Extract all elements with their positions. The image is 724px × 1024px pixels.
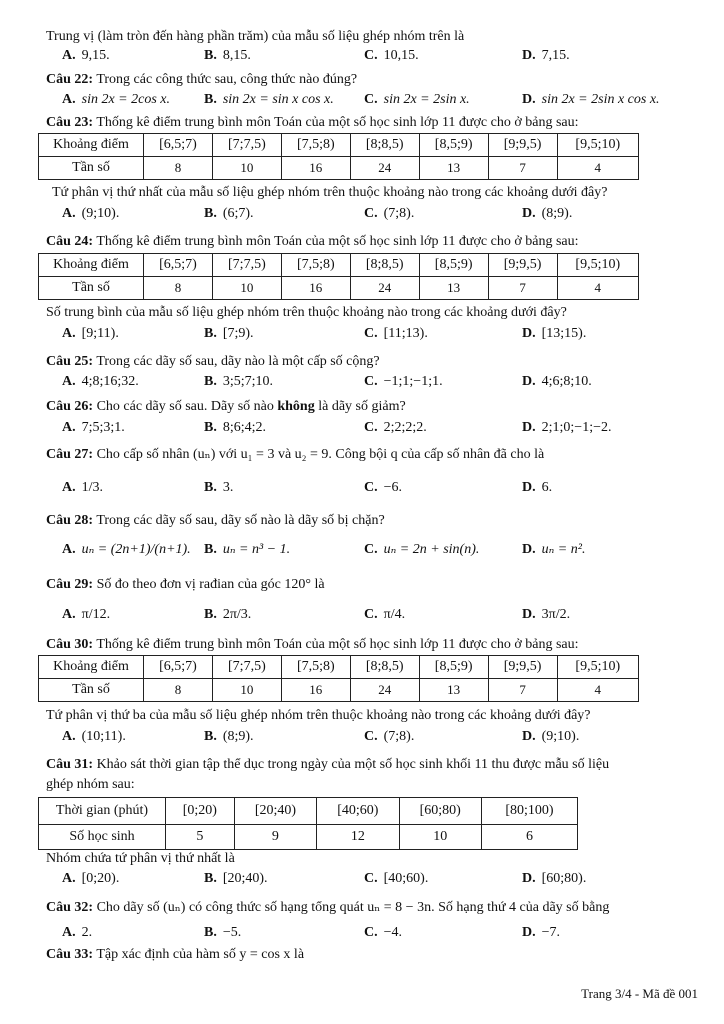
option-a: A. [9;11). bbox=[62, 326, 119, 341]
q23-options bbox=[0, 204, 724, 226]
option-d: D. 3π/2. bbox=[522, 607, 571, 622]
option-c: C. π/4. bbox=[364, 607, 406, 622]
table-row: Khoảng điểm [6,5;7) [7;7,5) [7,5;8) [8;8,5) [8,5;9) [9;9,5) [9,5;10) bbox=[39, 656, 639, 679]
q31-prompt: Nhóm chứa tứ phân vị thứ nhất là bbox=[46, 851, 235, 866]
q24-prompt: Số trung bình của mẫu số liệu ghép nhóm trên thuộc khoảng nào trong các khoảng dưới đây? bbox=[46, 305, 567, 320]
q31-stem-cont: ghép nhóm sau: bbox=[46, 777, 135, 792]
q33-stem: Câu 33: Tập xác định của hàm số y = cos x là bbox=[46, 947, 305, 962]
table-row: Khoảng điểm [6,5;7) [7;7,5) [7,5;8) [8;8,5) [8,5;9) [9;9,5) [9,5;10) bbox=[39, 254, 639, 277]
option-b: B. uₙ = n³ − 1. bbox=[204, 542, 291, 557]
q27-options bbox=[0, 478, 724, 500]
q26-options bbox=[0, 418, 724, 440]
option-d: D. 7,15. bbox=[522, 48, 570, 63]
q30-prompt: Tứ phân vị thứ ba của mẫu số liệu ghép nhóm trên thuộc khoảng nào trong các khoảng dưới đây? bbox=[46, 708, 591, 723]
option-d: D. −7. bbox=[522, 925, 561, 940]
option-d: D. [60;80). bbox=[522, 871, 587, 886]
table-row: Tần số 8 10 16 24 13 7 4 bbox=[39, 157, 639, 180]
q30-options bbox=[0, 727, 724, 749]
q26-stem: Câu 26: Cho các dãy số sau. Dãy số nào không là dãy số giảm? bbox=[46, 399, 406, 414]
option-a: A. (9;10). bbox=[62, 206, 120, 221]
option-d: D. [13;15). bbox=[522, 326, 587, 341]
score-table-2 bbox=[38, 253, 639, 300]
option-b: B. (8;9). bbox=[204, 729, 254, 744]
option-b: B. 8,15. bbox=[204, 48, 251, 63]
q22-stem: Câu 22: Trong các công thức sau, công thức nào đúng? bbox=[46, 72, 358, 87]
option-c: C. 2;2;2;2. bbox=[364, 420, 427, 435]
q24-stem: Câu 24: Thống kê điểm trung bình môn Toán của một số học sinh lớp 11 được cho ở bảng sau: bbox=[46, 234, 579, 249]
q21-options bbox=[0, 46, 724, 68]
time-table bbox=[38, 797, 578, 850]
q23-prompt: Tứ phân vị thứ nhất của mẫu số liệu ghép nhóm trên thuộc khoảng nào trong các khoảng dưới đây? bbox=[52, 185, 608, 200]
score-table-3 bbox=[38, 655, 639, 702]
option-c: C. sin 2x = 2sin x. bbox=[364, 92, 470, 107]
option-c: C. [40;60). bbox=[364, 871, 429, 886]
q23-stem: Câu 23: Thống kê điểm trung bình môn Toán của một số học sinh lớp 11 được cho ở bảng sau: bbox=[46, 115, 579, 130]
q31-stem: Câu 31: Khảo sát thời gian tập thể dục trong ngày của một số học sinh khối 11 thu được mẫu số liệu bbox=[46, 757, 610, 772]
option-d: D. 4;6;8;10. bbox=[522, 374, 592, 389]
table-row: Số học sinh 5 9 12 10 6 bbox=[39, 825, 578, 850]
option-d: D. (8;9). bbox=[522, 206, 573, 221]
score-table-1 bbox=[38, 133, 639, 180]
q29-stem: Câu 29: Số đo theo đơn vị rađian của góc 120° là bbox=[46, 577, 325, 592]
q25-options bbox=[0, 372, 724, 394]
option-b: B. [20;40). bbox=[204, 871, 268, 886]
option-c: C. −1;1;−1;1. bbox=[364, 374, 443, 389]
option-a: A. 7;5;3;1. bbox=[62, 420, 125, 435]
q24-options bbox=[0, 324, 724, 346]
option-b: B. 3;5;7;10. bbox=[204, 374, 274, 389]
option-a: A. (10;11). bbox=[62, 729, 126, 744]
option-a: A. 4;8;16;32. bbox=[62, 374, 139, 389]
option-d: D. sin 2x = 2sin x cos x. bbox=[522, 92, 660, 107]
q32-stem: Câu 32: Cho dãy số (uₙ) có công thức số hạng tổng quát uₙ = 8 − 3n. Số hạng thứ 4 của dãy số bằng bbox=[46, 900, 610, 915]
option-b: B. −5. bbox=[204, 925, 242, 940]
q22-options bbox=[0, 90, 724, 112]
table-row: Thời gian (phút) [0;20) [20;40) [40;60) [60;80) [80;100) bbox=[39, 798, 578, 825]
option-a: A. π/12. bbox=[62, 607, 111, 622]
option-b: B. 8;6;4;2. bbox=[204, 420, 267, 435]
option-c: C. −4. bbox=[364, 925, 403, 940]
option-c: C. uₙ = 2n + sin(n). bbox=[364, 542, 480, 557]
option-d: D. 2;1;0;−1;−2. bbox=[522, 420, 612, 435]
option-c: C. (7;8). bbox=[364, 206, 415, 221]
q25-stem: Câu 25: Trong các dãy số sau, dãy nào là một cấp số cộng? bbox=[46, 354, 380, 369]
q29-options bbox=[0, 605, 724, 627]
q28-stem: Câu 28: Trong các dãy số sau, dãy số nào là dãy số bị chặn? bbox=[46, 513, 385, 528]
option-d: D. (9;10). bbox=[522, 729, 580, 744]
q27-stem: Câu 27: Cho cấp số nhân (uₙ) với u₁ = 3 và u₂ = 9. Công bội q của cấp số nhân đã cho là bbox=[46, 447, 545, 462]
option-a: A. [0;20). bbox=[62, 871, 120, 886]
option-a: A. 1/3. bbox=[62, 480, 104, 495]
q21-tail: Trung vị (làm tròn đến hàng phần trăm) của mẫu số liệu ghép nhóm trên là bbox=[46, 29, 465, 44]
option-a: A. 2. bbox=[62, 925, 93, 940]
q32-options bbox=[0, 923, 724, 945]
option-a: A. sin 2x = 2cos x. bbox=[62, 92, 170, 107]
option-d: D. 6. bbox=[522, 480, 553, 495]
option-a: A. uₙ = (2n+1)/(n+1). bbox=[62, 542, 191, 557]
option-c: C. [11;13). bbox=[364, 326, 428, 341]
option-c: C. 10,15. bbox=[364, 48, 419, 63]
q31-options bbox=[0, 869, 724, 891]
table-row: Tần số 8 10 16 24 13 7 4 bbox=[39, 679, 639, 702]
option-d: D. uₙ = n². bbox=[522, 542, 586, 557]
option-b: B. 2π/3. bbox=[204, 607, 252, 622]
page-footer: Trang 3/4 - Mã đề 001 bbox=[581, 986, 698, 1001]
option-b: B. [7;9). bbox=[204, 326, 254, 341]
table-row: Tần số 8 10 16 24 13 7 4 bbox=[39, 277, 639, 300]
table-row: Khoảng điểm [6,5;7) [7;7,5) [7,5;8) [8;8,5) [8,5;9) [9;9,5) [9,5;10) bbox=[39, 134, 639, 157]
option-b: B. 3. bbox=[204, 480, 234, 495]
q28-options bbox=[0, 540, 724, 562]
option-b: B. (6;7). bbox=[204, 206, 254, 221]
option-c: C. −6. bbox=[364, 480, 403, 495]
option-a: A. 9,15. bbox=[62, 48, 110, 63]
option-b: B. sin 2x = sin x cos x. bbox=[204, 92, 334, 107]
q30-stem: Câu 30: Thống kê điểm trung bình môn Toán của một số học sinh lớp 11 được cho ở bảng sau: bbox=[46, 637, 579, 652]
option-c: C. (7;8). bbox=[364, 729, 415, 744]
